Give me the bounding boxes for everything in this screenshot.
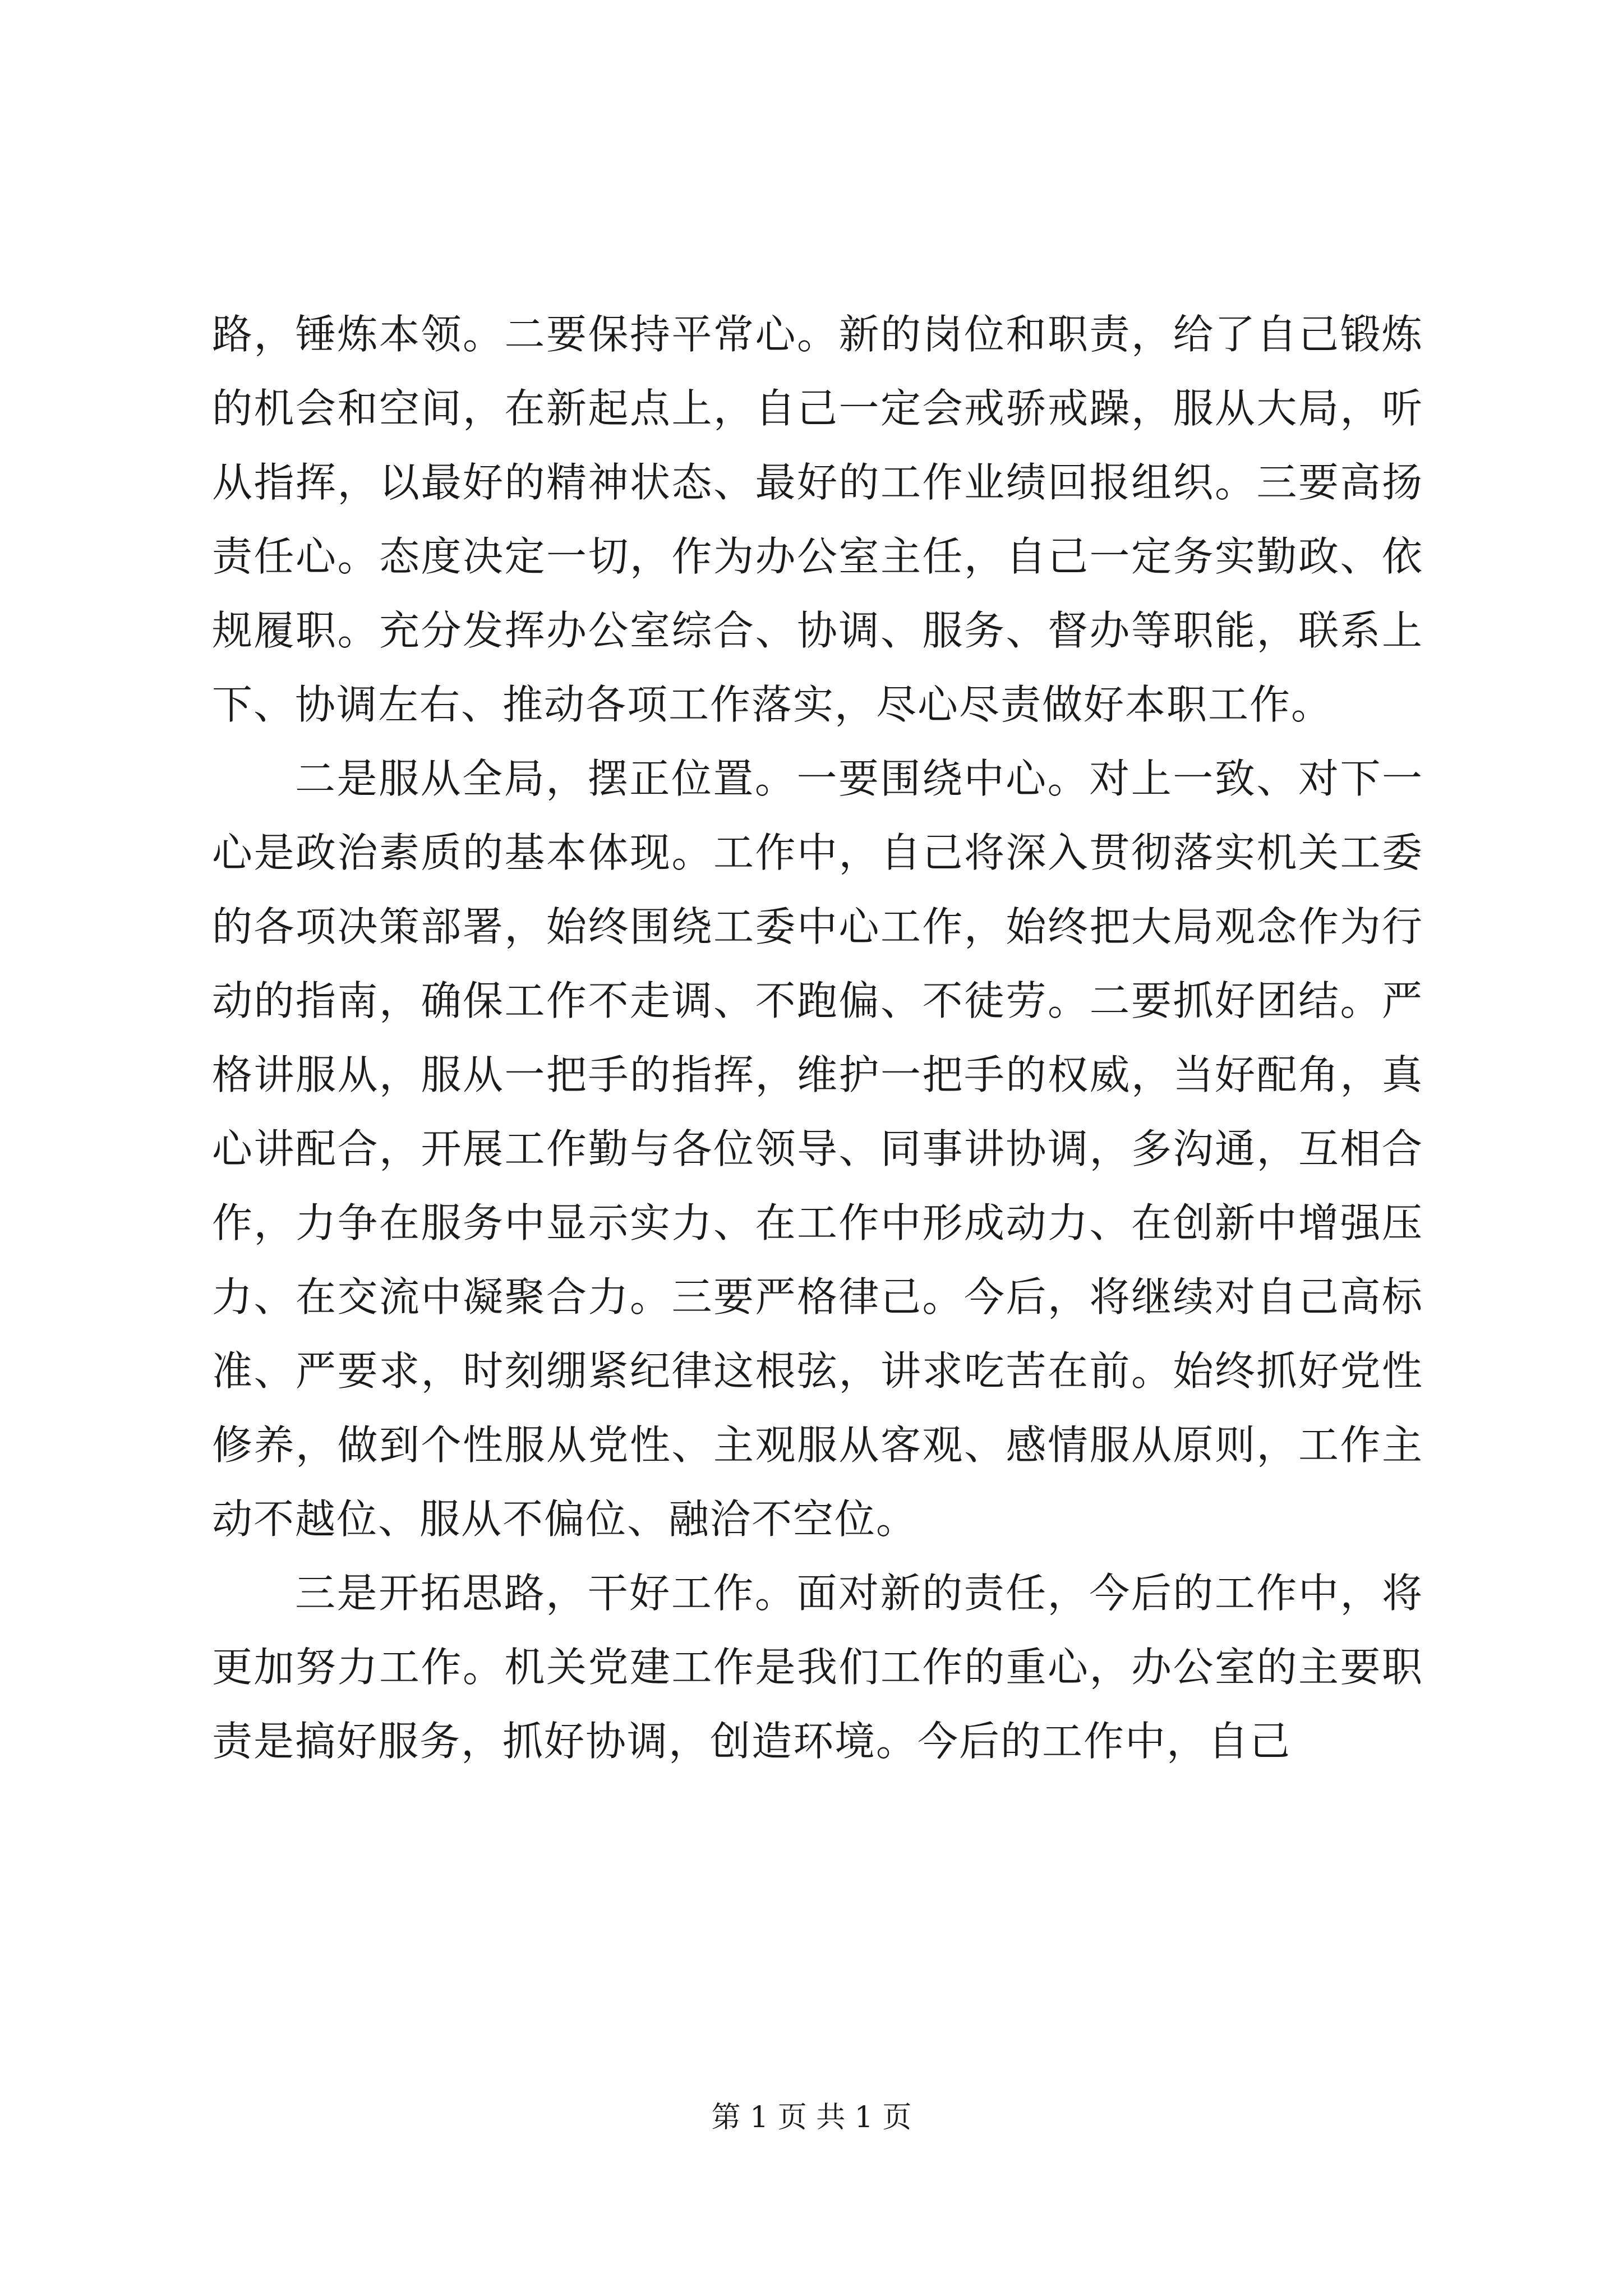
paragraph-open-thinking: 三是开拓思路，干好工作。面对新的责任，今后的工作中，将更加努力工作。机关党建工作是我们工作的重心，办公室的主要职责是搞好服务，抓好协调，创造环境。今后的工作中，自己: [212, 1570, 1423, 1765]
document-body: [212, 297, 1423, 1778]
paragraph-continuation: 路，锤炼本领。二要保持平常心。新的岗位和职责，给了自己锻炼的机会和空间，在新起点上，自己一定会戒骄戒躁，服从大局，听从指挥，以最好的精神状态、最好的工作业绩回报组织。三要高扬责任心。态度决定一切，作为办公室主任，自己一定务实勤政、依规履职。充分发挥办公室综合、协调、服务、督办等职能，联系上下、协调左右、推动各项工作落实，尽心尽责做好本职工作。: [212, 311, 1423, 728]
page-number-footer: 第 1 页 共 1 页: [711, 2101, 912, 2134]
paragraph-serve-overall: 二是服从全局，摆正位置。一要围绕中心。对上一致、对下一心是政治素质的基本体现。工作中，自己将深入贯彻落实机关工委的各项决策部署，始终围绕工委中心工作，始终把大局观念作为行动的指南，确保工作不走调、不跑偏、不徒劳。二要抓好团结。严格讲服从，服从一把手的指挥，维护一把手的权威，当好配角，真心讲配合，开展工作勤与各位领导、同事讲协调，多沟通，互相合作，力争在服务中显示实力、在工作中形成动力、在创新中增强压力、在交流中凝聚合力。三要严格律己。今后，将继续对自己高标准、严要求，时刻绷紧纪律这根弦，讲求吃苦在前。始终抓好党性修养，做到个性服从党性、主观服从客观、感情服从原则，工作主动不越位、服从不偏位、融洽不空位。: [212, 755, 1423, 1543]
